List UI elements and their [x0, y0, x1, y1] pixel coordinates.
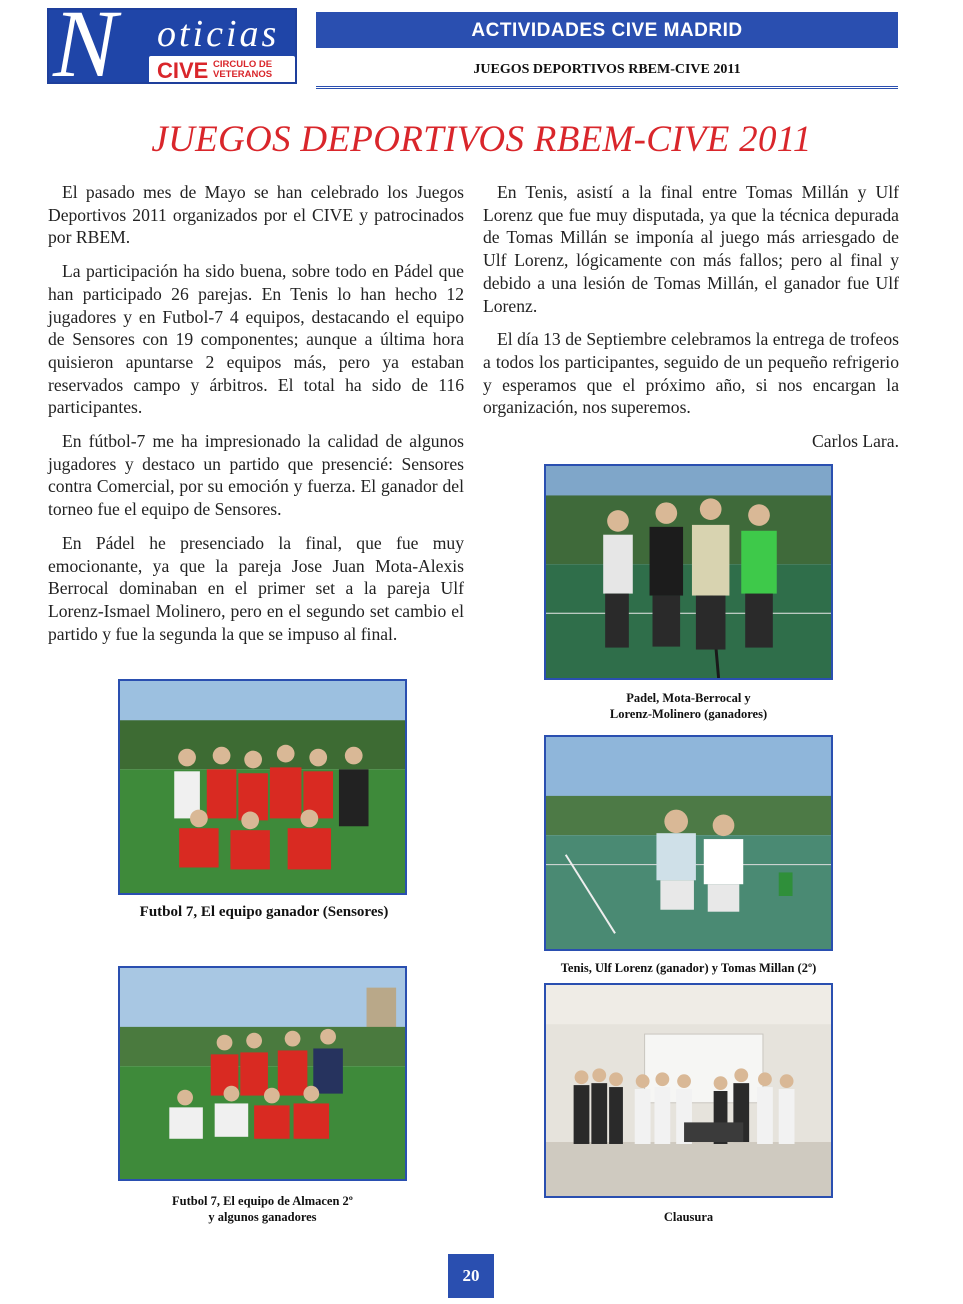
photo-padel — [544, 464, 833, 680]
article-column-left — [48, 181, 464, 656]
article-column-right — [483, 181, 899, 453]
caption-futbol-almacen-line1: Futbol 7, El equipo de Almacen 2º — [172, 1194, 353, 1208]
author-signature: Carlos Lara. — [812, 431, 899, 452]
photo-clausura — [544, 983, 833, 1198]
caption-futbol-almacen — [118, 1193, 407, 1225]
caption-futbol-almacen-line2: y algunos ganadores — [208, 1210, 317, 1224]
logo-brand: CIVE — [157, 58, 209, 83]
noticias-cive-logo — [47, 8, 297, 84]
section-header: ACTIVIDADES CIVE MADRID — [316, 12, 898, 48]
caption-padel-line2: Lorenz-Molinero (ganadores) — [609, 707, 768, 721]
logo-band — [149, 56, 295, 84]
photo-futbol-ganador-image — [120, 681, 405, 893]
logo-subline-1: CIRCULO DE — [213, 59, 273, 70]
caption-padel-line1: Padel, Mota-Berrocal y — [626, 691, 751, 705]
photo-futbol-ganador — [118, 679, 407, 895]
caption-padel — [544, 690, 833, 722]
photo-futbol-almacen — [118, 966, 407, 1181]
photo-tenis — [544, 735, 833, 951]
photo-padel-image — [546, 466, 831, 678]
logo-subline-2: VETERANOS — [213, 69, 273, 80]
paragraph-participation: La participación ha sido buena, sobre todo en Pádel que han participado 26 parejas. En Tenis lo han hecho 12 jugadores y en Futbol-7 4 equipos, destacando el equipo de Sensores con 19 componentes; aunque a última hora quisieron apuntarse 2 equipos más, pero ya estaban reservados campo y árbitros. El total ha sido de 116 participantes. — [48, 261, 464, 418]
caption-clausura: Clausura — [663, 1210, 714, 1224]
logo-wordmark: oticias — [157, 13, 280, 55]
section-subtitle: JUEGOS DEPORTIVOS RBEM-CIVE 2011 — [473, 62, 741, 77]
paragraph-awards: El día 13 de Septiembre celebramos la entrega de trofeos a todos los participantes, seguido de un pequeño refrigerio y esperamos que el próximo año, si nos encargan la organización, nos superemos. — [483, 329, 899, 418]
paragraph-intro: El pasado mes de Mayo se han celebrado los Juegos Deportivos 2011 organizados por el CIVE y patrocinados por RBEM. — [48, 182, 464, 248]
paragraph-futbol: En fútbol-7 me ha impresionado la calidad de algunos jugadores y destaco un partido que presencié: Sensores contra Comercial, por su emoción y fuerza. El ganador del torneo fue el equipo de Sensores. — [48, 431, 464, 520]
caption-tenis: Tenis, Ulf Lorenz (ganador) y Tomas Millan (2º) — [560, 961, 817, 975]
photo-futbol-almacen-image — [120, 968, 405, 1179]
photo-tenis-image — [546, 737, 831, 949]
logo-initial: N — [53, 8, 118, 84]
caption-futbol-ganador: Futbol 7, El equipo ganador (Sensores) — [139, 904, 389, 920]
article-title: JUEGOS DEPORTIVOS RBEM-CIVE 2011 — [151, 119, 812, 160]
paragraph-padel: En Pádel he presenciado la final, que fue muy emocionante, ya que la pareja Jose Juan Mota-Alexis Berrocal dominaban en el primer set a la pareja Ulf Lorenz-Ismael Molinero, pero en el segundo set cambio el partido y fue la segunda la que se impuso al final. — [48, 532, 464, 644]
logo-subline — [213, 60, 272, 80]
photo-clausura-image — [546, 985, 831, 1196]
header-divider — [316, 86, 898, 89]
page-number: 20 — [448, 1254, 494, 1298]
paragraph-tenis: En Tenis, asistí a la final entre Tomas Millán y Ulf Lorenz que fue muy disputada, ya que la técnica depurada de Tomas Millán se imponía al juego más arriesgado de Ulf Lorenz, lógicamente con más fallos; pero al final y debido a una lesión de Tomas Millán, el ganador fue Ulf Lorenz. — [483, 182, 899, 316]
